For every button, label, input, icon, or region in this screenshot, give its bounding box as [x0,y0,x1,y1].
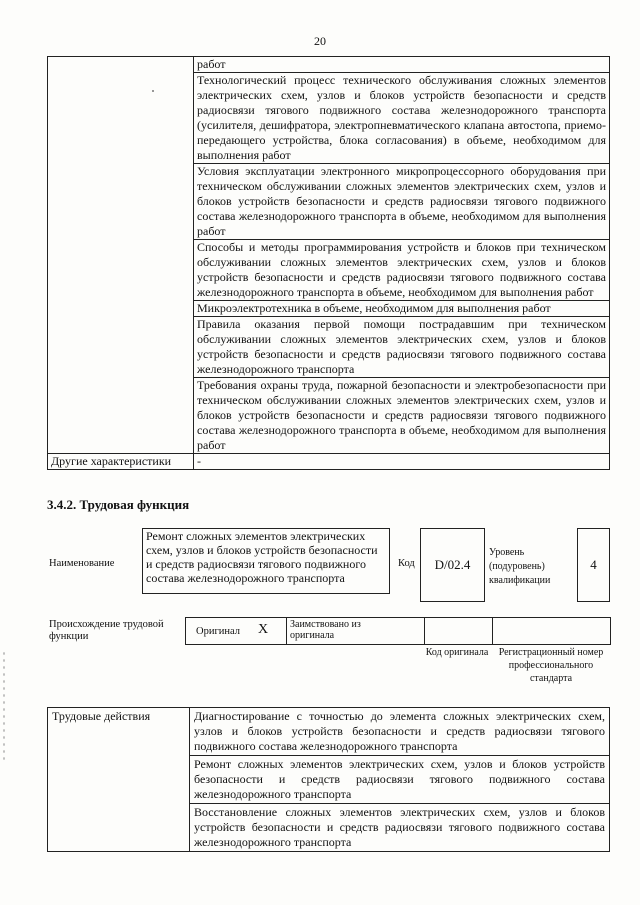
function-name-value: Ремонт сложных элементов электрических схем, узлов и блоков устройств безопасности и средств радиосвязи тягового подвижного состава железнодорожного транспорта [146,529,378,585]
borrowed-label: Заимствовано из оригинала [290,619,361,641]
labor-action-item: Диагностирование с точностью до элемента сложных электрических схем, узлов и блоков устройств безопасности и средств радиосвязи тягового подвижного состава железнодорожного транспорта [190,708,610,756]
knowledge-label-cell [48,57,194,454]
knowledge-item: Способы и методы программирования устройств и блоков при техническом обслуживании сложных элементов электрических схем, узлов и блоков устройств безопасности и средств радиосвязи тягового подвижного состава железнодорожного транспорта в объеме, необходимом для выполнения работ [194,240,610,301]
code-label: Код [398,558,415,569]
labor-action-item: Ремонт сложных элементов электрических схем, узлов и блоков устройств безопасности и средств радиосвязи тягового подвижного состава железнодорожного транспорта [190,756,610,804]
code-original-caption: Код оригинала [425,647,489,658]
knowledge-item: Правила оказания первой помощи пострадавшим при техническом обслуживании сложных элементов электрических схем, узлов и блоков устройств безопасности и средств радиосвязи тягового подвижного состава железнодорожного транспорта [194,317,610,378]
code-box [420,528,485,602]
knowledge-item: Микроэлектротехника в объеме, необходимом для выполнения работ [194,301,610,317]
table-row [48,454,610,470]
level-label: Уровень (подуровень) квалификации [489,547,551,586]
labor-action-item: Восстановление сложных элементов электрических схем, узлов и блоков устройств безопасности и средств радиосвязи тягового подвижного состава железнодорожного транспорта [190,804,610,852]
scan-margin-marks [2,650,6,760]
name-label: Наименование [49,558,115,569]
knowledge-table [47,56,610,470]
labor-actions-table [47,707,610,852]
original-mark: X [258,622,269,637]
knowledge-item: Требования охраны труда, пожарной безопасности и электробезопасности при техническом обслуживании сложных элементов электрических схем, узлов и блоков устройств безопасности и средств радиосвязи тягового подвижного состава железнодорожного транспорта в объеме, необходимом для выполнения работ [194,378,610,454]
table-row [48,57,610,73]
function-name-box [142,528,390,594]
table-row [48,708,610,756]
registration-number-caption: Регистрационный номер профессионального стандарта [498,647,604,684]
origin-label: Происхождение трудовой функции [49,619,164,642]
origin-row [185,617,611,645]
original-label: Оригинал [196,626,240,637]
knowledge-item: Условия эксплуатации электронного микропроцессорного оборудования при техническом обслуживании сложных элементов электрических схем, узлов и блоков устройств безопасности и средств радиосвязи тягового подвижного состава железнодорожного транспорта в объеме, необходимом для выполнения работ [194,164,610,240]
level-box [577,528,610,602]
other-characteristics-label: Другие характеристики [48,454,194,470]
labor-actions-label: Трудовые действия [48,708,190,852]
knowledge-item: Технологический процесс технического обслуживания сложных элементов электрических схем, узлов и блоков устройств безопасности и средств радиосвязи тягового подвижного состава железнодорожного транспорта (усилителя, дешифратора, электропневматического клапана автостопа, приемо-передающего устройства, блока согласования) в объеме, необходимом для выполнения работ [194,73,610,164]
knowledge-item: работ [194,57,610,73]
code-value: D/02.4 [434,557,471,572]
section-heading: 3.4.2. Трудовая функция [47,497,190,512]
level-value: 4 [590,557,597,572]
other-characteristics-value: - [194,454,610,470]
page-number: 20 [314,34,326,48]
